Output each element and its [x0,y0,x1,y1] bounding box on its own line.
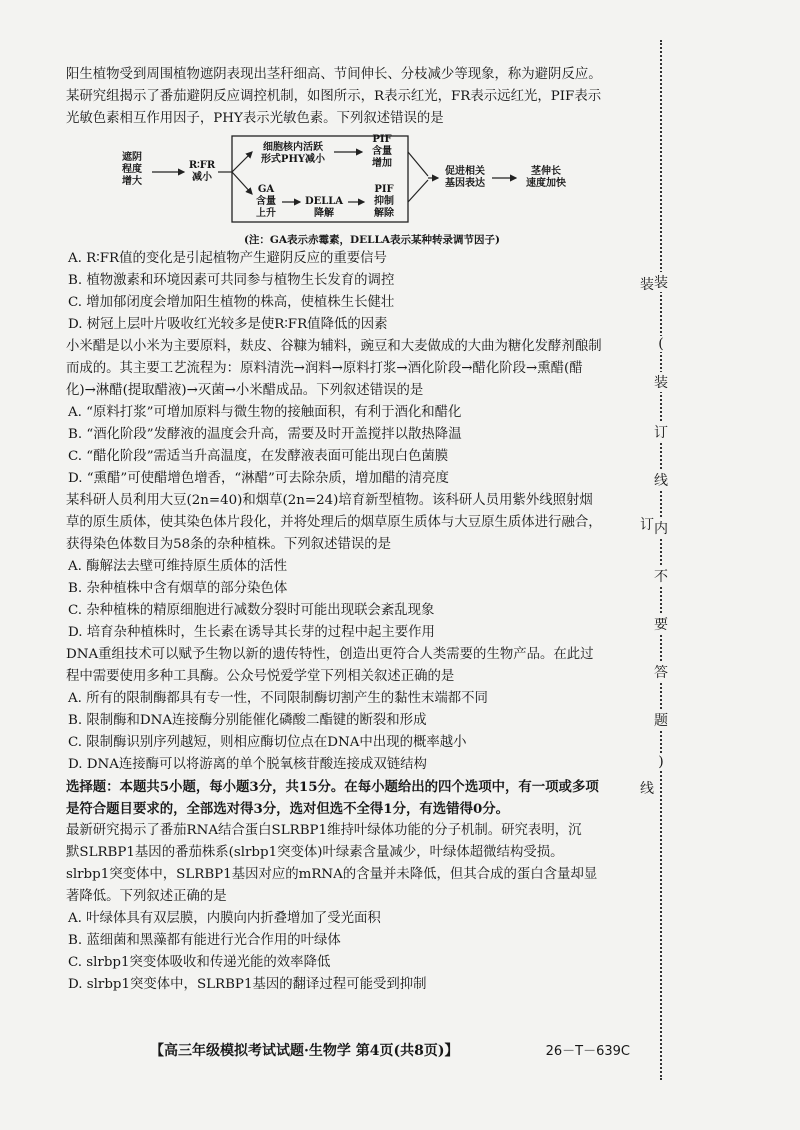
question-stem-line: 程中需要使用多种工具酶。公众号悦爱学堂下列相关叙述正确的是 [66,669,455,684]
binding-char: 要 [650,614,672,634]
label-phy-decrease: 细胞核内活跃 形式PHY减小 [260,142,326,165]
page-content [66,64,636,996]
option-a: A. R∶FR值的变化是引起植物产生避阴反应的重要信号 [68,251,387,266]
question-stem-line: 某研究组揭示了番茄避阴反应调控机制，如图所示，R表示红光，FR表示远红光，PIF表示 [66,89,602,104]
label-pif-increase: PIF 含量 增加 [372,134,392,169]
option-d: D. slrbp1突变体中，SLRBP1基因的翻译过程可能受到抑制 [68,977,427,992]
binding-outer-char: 订 [640,517,654,533]
question-stem-line: 默SLRBP1基因的番茄株系(slrbp1突变体)叶绿素含量减少，叶绿体超微结构受损。 [66,845,564,860]
binding-char: 题 [650,710,672,730]
question-stem-line: 著降低。下列叙述正确的是 [66,889,227,904]
option-a: A. 所有的限制酶都具有专一性，不同限制酶切割产生的黏性末端都不同 [68,691,488,706]
label-gene-expression: 促进相关 基因表达 [445,166,485,189]
question-dna-recombination [66,644,636,776]
option-c: C. 限制酶识别序列越短，则相应酶切位点在DNA中出现的概率越小 [68,735,467,750]
question-stem-line: DNA重组技术可以赋予生物以新的遗传特性，创造出更符合人类需要的生物产品。在此过 [66,647,594,662]
binding-char: 内 [650,518,672,538]
footer-title: 【高三年级模拟考试试题·生物学 第4页(共8页)】 [150,1043,459,1059]
binding-char: ) [650,754,672,770]
label-shade-increase: 遮阴 程度 增大 [122,152,142,187]
option-c: C. “醋化阶段”需适当升高温度，在发酵液表面可能出现白色菌膜 [68,449,449,464]
binding-char: 答 [650,662,672,682]
regulation-diagram [112,132,632,232]
option-c: C. slrbp1突变体吸收和传递光能的效率降低 [68,955,331,970]
section-two-heading [66,776,636,820]
option-b: B. 蓝细菌和黑藻都有能进行光合作用的叶绿体 [68,933,341,948]
question-slrbp1 [66,820,636,996]
binding-char: 线 [650,470,672,490]
label-pif-inhibition-released: PIF 抑制 解除 [374,184,394,219]
question-millet-vinegar [66,336,636,490]
option-b: B. “酒化阶段”发酵液的温度会升高，需要及时开盖搅拌以散热降温 [68,427,462,442]
label-della-degradation: DELLA 降解 [304,196,344,219]
binding-outer-char: 线 [640,781,654,797]
question-stem-line: 化)→淋醋(提取醋液)→灭菌→小米醋成品。下列叙述错误的是 [66,383,424,398]
binding-char: ( [650,336,672,352]
question-stem-line: slrbp1突变体中，SLRBP1基因对应的mRNA的含量并未降低，但其合成的蛋白含量却显 [66,867,598,882]
option-a: A. 酶解法去壁可维持原生质体的活性 [68,559,288,574]
question-stem-line: 草的原生质体，使其染色体片段化，并将处理后的烟草原生质体与大豆原生质体进行融合， [66,515,602,530]
binding-char: 不 [650,566,672,586]
question-stem-line: 某科研人员利用大豆(2n=40)和烟草(2n=24)培育新型植物。该科研人员用紫外线照射烟 [66,493,593,508]
option-a: A. “原料打浆”可增加原料与微生物的接触面积，有利于酒化和醋化 [68,405,462,420]
binding-char: 订 [650,422,672,442]
option-b: B. 植物激素和环境因素可共同参与植物生长发育的调控 [68,273,395,288]
option-d: D. DNA连接酶可以将游离的单个脱氧核苷酸连接成双链结构 [68,757,427,772]
binding-char: 装 [650,272,672,292]
label-r-fr-ratio: R∶FR 减小 [188,160,216,183]
option-d: D. 培育杂种植株时，生长素在诱导其长芽的过程中起主要作用 [68,625,435,640]
binding-char: 装 [650,372,672,392]
section-instruction-line: 选择题：本题共5小题，每小题3分，共15分。在每小题给出的四个选项中，有一项或多项 [66,779,599,795]
page-footer [150,1040,630,1064]
binding-outer-char: 装 [640,277,654,293]
question-stem-line: 阳生植物受到周围植物遮阴表现出茎秆细高、节间伸长、分枝减少等现象，称为避阴反应。 [66,67,602,82]
binding-margin [648,40,674,1080]
question-stem-line: 获得染色体数目为58条的杂种植株。下列叙述错误的是 [66,537,392,552]
question-stem-line: 而成的。其主要工艺流程为：原料清洗→润料→原料打浆→酒化阶段→醋化阶段→熏醋(醋 [66,361,583,376]
option-a: A. 叶绿体具有双层膜，内膜向内折叠增加了受光面积 [68,911,381,926]
question-stem-line: 光敏色素相互作用因子，PHY表示光敏色素。下列叙述错误的是 [66,111,444,126]
question-hybrid-plant [66,490,636,644]
option-d: D. 树冠上层叶片吸收红光较多是使R∶FR值降低的因素 [68,317,388,332]
question-stem-line: 最新研究揭示了番茄RNA结合蛋白SLRBP1维持叶绿体功能的分子机制。研究表明，沉 [66,823,582,838]
question-stem-line: 小米醋是以小米为主要原料，麸皮、谷糠为辅料，豌豆和大麦做成的大曲为糖化发酵剂酿制 [66,339,602,354]
binding-dotted-line [660,40,662,1080]
footer-code: 26－T－639C [545,1044,630,1059]
label-ga-rise: GA 含量 上升 [256,184,276,219]
option-c: C. 增加郁闭度会增加阳生植物的株高，使植株生长健壮 [68,295,395,310]
option-d: D. “熏醋”可使醋增色增香，“淋醋”可去除杂质，增加醋的清亮度 [68,471,449,486]
section-instruction-line: 是符合题目要求的，全部选对得3分，选对但选不全得1分，有选错得0分。 [66,801,510,817]
label-stem-elongation: 茎伸长 速度加快 [526,166,566,189]
option-c: C. 杂种植株的精原细胞进行减数分裂时可能出现联会紊乱现象 [68,603,435,618]
diagram-note: (注：GA表示赤霉素，DELLA表示某种转录调节因子) [243,234,501,246]
option-b: B. 杂种植株中含有烟草的部分染色体 [68,581,288,596]
question-shade-avoidance [66,64,636,336]
option-b: B. 限制酶和DNA连接酶分别能催化磷酸二酯键的断裂和形成 [68,713,427,728]
